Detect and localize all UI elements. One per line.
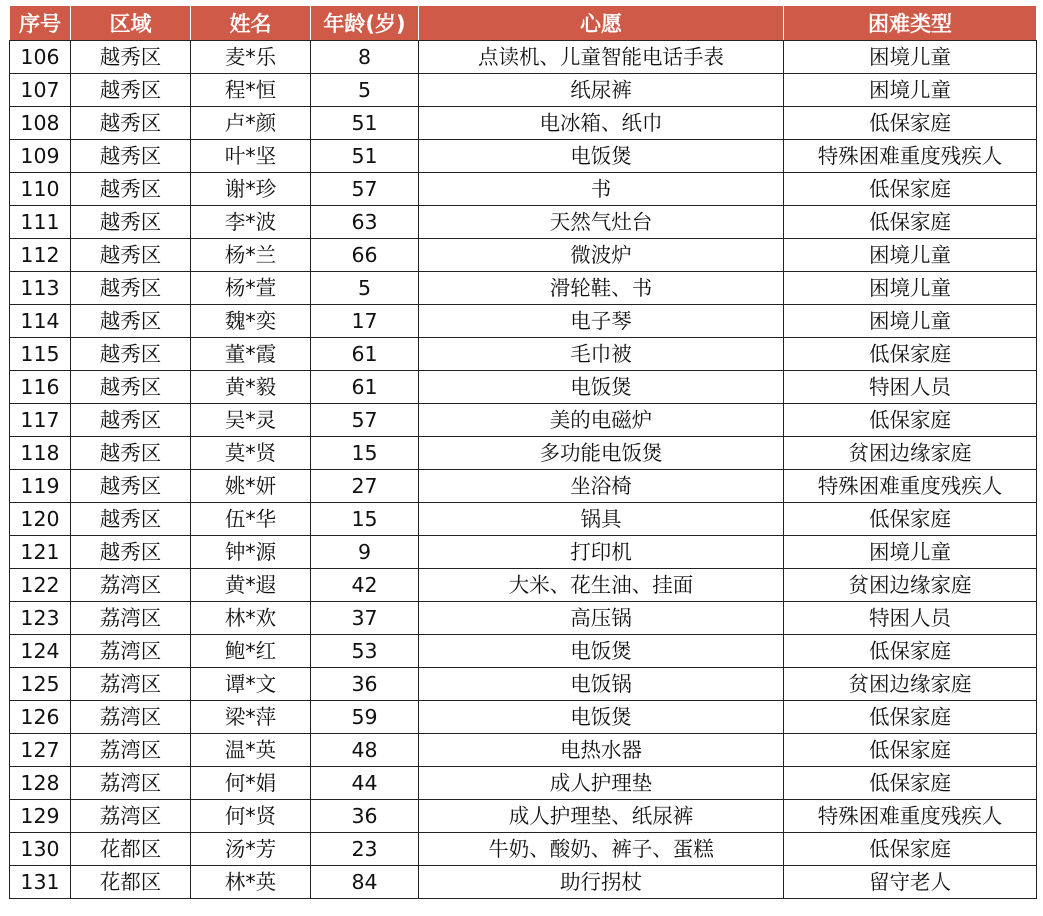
- cell-serial: 106: [10, 41, 71, 74]
- cell-wish: 牛奶、酸奶、裤子、蛋糕: [419, 833, 784, 866]
- cell-serial: 118: [10, 437, 71, 470]
- table-row: [10, 272, 1037, 305]
- cell-age: 51: [311, 107, 419, 140]
- cell-wish: 电子琴: [419, 305, 784, 338]
- cell-serial: 131: [10, 866, 71, 899]
- cell-district: 荔湾区: [71, 668, 191, 701]
- cell-district: 越秀区: [71, 371, 191, 404]
- cell-district: 荔湾区: [71, 635, 191, 668]
- cell-age: 42: [311, 569, 419, 602]
- header-name: 姓名: [191, 6, 311, 41]
- cell-district: 荔湾区: [71, 734, 191, 767]
- cell-district: 荔湾区: [71, 767, 191, 800]
- cell-wish: 电热水器: [419, 734, 784, 767]
- cell-name: 杨*萱: [191, 272, 311, 305]
- cell-name: 杨*兰: [191, 239, 311, 272]
- cell-difficulty-type: 低保家庭: [784, 107, 1037, 140]
- table-row: [10, 140, 1037, 173]
- cell-name: 林*欢: [191, 602, 311, 635]
- cell-wish: 多功能电饭煲: [419, 437, 784, 470]
- table-row: [10, 569, 1037, 602]
- cell-age: 61: [311, 371, 419, 404]
- cell-district: 越秀区: [71, 338, 191, 371]
- cell-wish: 毛巾被: [419, 338, 784, 371]
- cell-age: 8: [311, 41, 419, 74]
- cell-serial: 120: [10, 503, 71, 536]
- cell-serial: 111: [10, 206, 71, 239]
- cell-name: 汤*芳: [191, 833, 311, 866]
- cell-age: 36: [311, 800, 419, 833]
- cell-difficulty-type: 低保家庭: [784, 173, 1037, 206]
- cell-difficulty-type: 低保家庭: [784, 767, 1037, 800]
- cell-age: 57: [311, 404, 419, 437]
- cell-difficulty-type: 低保家庭: [784, 833, 1037, 866]
- cell-district: 荔湾区: [71, 569, 191, 602]
- cell-age: 59: [311, 701, 419, 734]
- cell-age: 63: [311, 206, 419, 239]
- table-header: [10, 6, 1037, 41]
- cell-age: 17: [311, 305, 419, 338]
- cell-difficulty-type: 困境儿童: [784, 239, 1037, 272]
- cell-age: 53: [311, 635, 419, 668]
- cell-serial: 125: [10, 668, 71, 701]
- cell-serial: 112: [10, 239, 71, 272]
- cell-name: 林*英: [191, 866, 311, 899]
- cell-name: 李*波: [191, 206, 311, 239]
- cell-age: 84: [311, 866, 419, 899]
- table-row: [10, 470, 1037, 503]
- cell-district: 花都区: [71, 866, 191, 899]
- header-serial: 序号: [10, 6, 71, 41]
- cell-serial: 110: [10, 173, 71, 206]
- cell-age: 51: [311, 140, 419, 173]
- cell-serial: 116: [10, 371, 71, 404]
- cell-district: 越秀区: [71, 404, 191, 437]
- table-row: [10, 734, 1037, 767]
- cell-district: 越秀区: [71, 140, 191, 173]
- cell-district: 越秀区: [71, 41, 191, 74]
- cell-district: 荔湾区: [71, 602, 191, 635]
- cell-serial: 128: [10, 767, 71, 800]
- cell-name: 叶*坚: [191, 140, 311, 173]
- cell-serial: 107: [10, 74, 71, 107]
- cell-district: 越秀区: [71, 206, 191, 239]
- cell-district: 越秀区: [71, 503, 191, 536]
- table-row: [10, 206, 1037, 239]
- cell-wish: 电饭锅: [419, 668, 784, 701]
- cell-age: 57: [311, 173, 419, 206]
- table-row: [10, 305, 1037, 338]
- cell-district: 越秀区: [71, 437, 191, 470]
- cell-serial: 122: [10, 569, 71, 602]
- cell-difficulty-type: 低保家庭: [784, 734, 1037, 767]
- table-row: [10, 800, 1037, 833]
- cell-serial: 109: [10, 140, 71, 173]
- header-row: [10, 6, 1037, 41]
- cell-name: 黄*毅: [191, 371, 311, 404]
- cell-wish: 成人护理垫、纸尿裤: [419, 800, 784, 833]
- cell-wish: 电饭煲: [419, 701, 784, 734]
- table-row: [10, 602, 1037, 635]
- cell-name: 鲍*红: [191, 635, 311, 668]
- cell-age: 5: [311, 74, 419, 107]
- cell-name: 谢*珍: [191, 173, 311, 206]
- cell-district: 越秀区: [71, 470, 191, 503]
- cell-wish: 成人护理垫: [419, 767, 784, 800]
- table-row: [10, 173, 1037, 206]
- cell-serial: 123: [10, 602, 71, 635]
- table-row: [10, 107, 1037, 140]
- cell-name: 麦*乐: [191, 41, 311, 74]
- cell-difficulty-type: 特困人员: [784, 602, 1037, 635]
- cell-serial: 121: [10, 536, 71, 569]
- cell-age: 5: [311, 272, 419, 305]
- cell-difficulty-type: 贫困边缘家庭: [784, 569, 1037, 602]
- cell-wish: 天然气灶台: [419, 206, 784, 239]
- cell-age: 48: [311, 734, 419, 767]
- cell-name: 董*霞: [191, 338, 311, 371]
- cell-name: 姚*妍: [191, 470, 311, 503]
- cell-wish: 锅具: [419, 503, 784, 536]
- cell-age: 66: [311, 239, 419, 272]
- cell-difficulty-type: 低保家庭: [784, 503, 1037, 536]
- cell-district: 荔湾区: [71, 701, 191, 734]
- cell-difficulty-type: 困境儿童: [784, 272, 1037, 305]
- cell-name: 温*英: [191, 734, 311, 767]
- cell-wish: 点读机、儿童智能电话手表: [419, 41, 784, 74]
- cell-difficulty-type: 低保家庭: [784, 338, 1037, 371]
- cell-difficulty-type: 低保家庭: [784, 404, 1037, 437]
- table-row: [10, 635, 1037, 668]
- cell-name: 程*恒: [191, 74, 311, 107]
- cell-wish: 电饭煲: [419, 371, 784, 404]
- cell-district: 荔湾区: [71, 800, 191, 833]
- cell-age: 61: [311, 338, 419, 371]
- cell-difficulty-type: 特殊困难重度残疾人: [784, 800, 1037, 833]
- cell-district: 越秀区: [71, 536, 191, 569]
- cell-wish: 大米、花生油、挂面: [419, 569, 784, 602]
- cell-wish: 纸尿裤: [419, 74, 784, 107]
- cell-age: 15: [311, 437, 419, 470]
- cell-age: 36: [311, 668, 419, 701]
- cell-serial: 119: [10, 470, 71, 503]
- table-row: [10, 239, 1037, 272]
- cell-difficulty-type: 低保家庭: [784, 701, 1037, 734]
- table-row: [10, 404, 1037, 437]
- cell-name: 谭*文: [191, 668, 311, 701]
- table-row: [10, 74, 1037, 107]
- table-row: [10, 371, 1037, 404]
- cell-age: 37: [311, 602, 419, 635]
- cell-age: 23: [311, 833, 419, 866]
- table-row: [10, 503, 1037, 536]
- cell-district: 越秀区: [71, 107, 191, 140]
- table-row: [10, 866, 1037, 899]
- cell-wish: 电冰箱、纸巾: [419, 107, 784, 140]
- table-row: [10, 668, 1037, 701]
- table-row: [10, 833, 1037, 866]
- cell-difficulty-type: 困境儿童: [784, 305, 1037, 338]
- cell-wish: 打印机: [419, 536, 784, 569]
- cell-wish: 书: [419, 173, 784, 206]
- cell-wish: 电饭煲: [419, 140, 784, 173]
- cell-age: 27: [311, 470, 419, 503]
- table-row: [10, 701, 1037, 734]
- cell-wish: 微波炉: [419, 239, 784, 272]
- cell-serial: 115: [10, 338, 71, 371]
- cell-serial: 108: [10, 107, 71, 140]
- cell-difficulty-type: 留守老人: [784, 866, 1037, 899]
- cell-difficulty-type: 困境儿童: [784, 74, 1037, 107]
- cell-name: 梁*萍: [191, 701, 311, 734]
- cell-difficulty-type: 低保家庭: [784, 206, 1037, 239]
- cell-difficulty-type: 低保家庭: [784, 635, 1037, 668]
- cell-serial: 114: [10, 305, 71, 338]
- cell-difficulty-type: 贫困边缘家庭: [784, 437, 1037, 470]
- cell-wish: 美的电磁炉: [419, 404, 784, 437]
- table-row: [10, 437, 1037, 470]
- wish-list-table: [9, 6, 1037, 899]
- cell-wish: 电饭煲: [419, 635, 784, 668]
- table-row: [10, 767, 1037, 800]
- header-age: 年龄(岁): [311, 6, 419, 41]
- table-row: [10, 338, 1037, 371]
- cell-wish: 高压锅: [419, 602, 784, 635]
- cell-name: 魏*奕: [191, 305, 311, 338]
- cell-difficulty-type: 特殊困难重度残疾人: [784, 470, 1037, 503]
- cell-name: 何*娟: [191, 767, 311, 800]
- cell-difficulty-type: 特殊困难重度残疾人: [784, 140, 1037, 173]
- cell-serial: 127: [10, 734, 71, 767]
- cell-serial: 130: [10, 833, 71, 866]
- cell-name: 卢*颜: [191, 107, 311, 140]
- header-district: 区域: [71, 6, 191, 41]
- cell-district: 越秀区: [71, 305, 191, 338]
- cell-serial: 113: [10, 272, 71, 305]
- cell-wish: 助行拐杖: [419, 866, 784, 899]
- cell-age: 44: [311, 767, 419, 800]
- cell-district: 越秀区: [71, 272, 191, 305]
- cell-serial: 126: [10, 701, 71, 734]
- table-row: [10, 536, 1037, 569]
- cell-district: 花都区: [71, 833, 191, 866]
- cell-difficulty-type: 困境儿童: [784, 41, 1037, 74]
- cell-difficulty-type: 困境儿童: [784, 536, 1037, 569]
- cell-name: 黄*遐: [191, 569, 311, 602]
- table-row: [10, 41, 1037, 74]
- cell-name: 莫*贤: [191, 437, 311, 470]
- cell-age: 15: [311, 503, 419, 536]
- cell-wish: 滑轮鞋、书: [419, 272, 784, 305]
- cell-district: 越秀区: [71, 173, 191, 206]
- table-body: [10, 41, 1037, 899]
- cell-difficulty-type: 特困人员: [784, 371, 1037, 404]
- cell-name: 何*贤: [191, 800, 311, 833]
- cell-serial: 117: [10, 404, 71, 437]
- header-difficulty-type: 困难类型: [784, 6, 1037, 41]
- cell-district: 越秀区: [71, 239, 191, 272]
- cell-name: 吴*灵: [191, 404, 311, 437]
- cell-name: 钟*源: [191, 536, 311, 569]
- cell-district: 越秀区: [71, 74, 191, 107]
- cell-age: 9: [311, 536, 419, 569]
- cell-name: 伍*华: [191, 503, 311, 536]
- cell-serial: 124: [10, 635, 71, 668]
- header-wish: 心愿: [419, 6, 784, 41]
- cell-wish: 坐浴椅: [419, 470, 784, 503]
- cell-difficulty-type: 贫困边缘家庭: [784, 668, 1037, 701]
- cell-serial: 129: [10, 800, 71, 833]
